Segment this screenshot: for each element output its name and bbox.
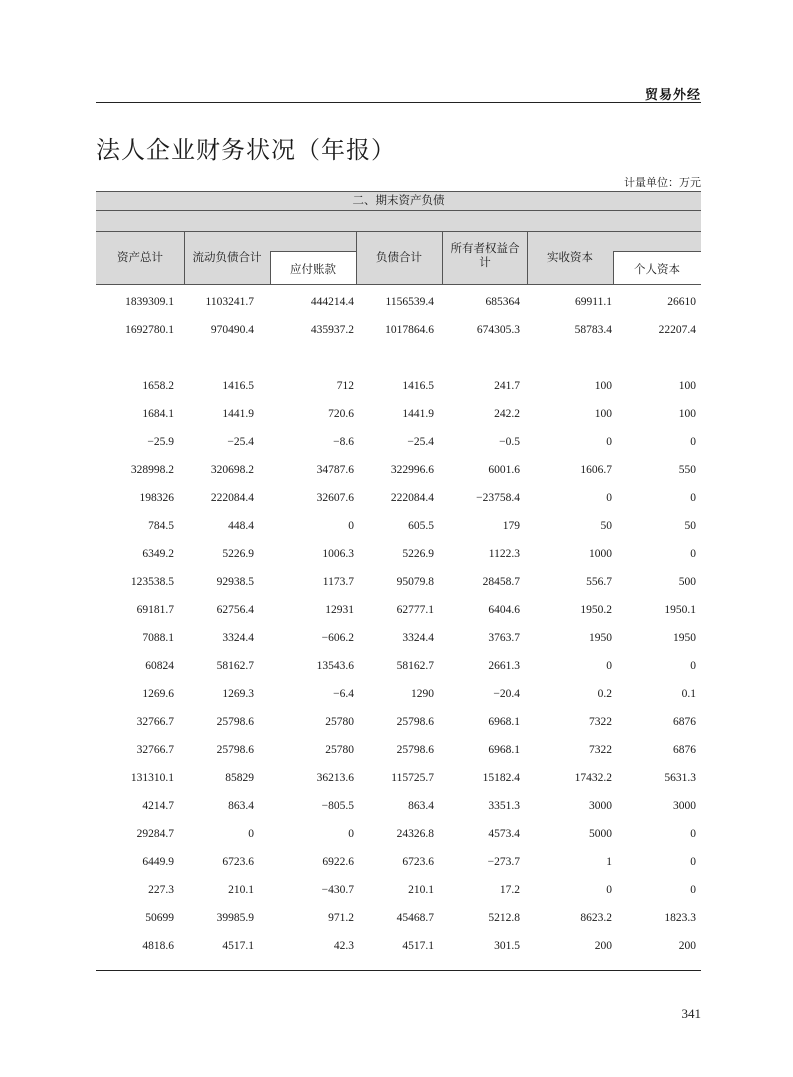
header-sub-line-2	[613, 251, 701, 252]
table-cell: 241.7	[494, 380, 520, 392]
table-cell: 3763.7	[488, 632, 520, 644]
top-rule	[96, 102, 701, 103]
table-cell: 6001.6	[488, 464, 520, 476]
table-cell: 712	[336, 380, 354, 392]
header-current-liabilities: 流动负债合计	[192, 250, 262, 264]
table-cell: 6349.2	[142, 548, 174, 560]
table-cell: −805.5	[321, 800, 354, 812]
table-row	[96, 912, 701, 932]
table-cell: 1156539.4	[385, 296, 434, 308]
table-row	[96, 660, 701, 680]
table-cell: 6723.6	[222, 856, 254, 868]
table-cell: −23758.4	[476, 492, 520, 504]
table-cell: 720.6	[328, 408, 354, 420]
table-cell: 17432.2	[574, 772, 612, 784]
table-row	[96, 380, 701, 400]
table-cell: 320698.2	[210, 464, 254, 476]
table-cell: 1658.2	[142, 380, 174, 392]
page-number: 341	[681, 1006, 701, 1021]
table-cell: 25780	[325, 716, 354, 728]
table-cell: 322996.6	[390, 464, 434, 476]
table-cell: 22207.4	[658, 324, 696, 336]
table-row	[96, 772, 701, 792]
header-mid-line	[96, 231, 701, 232]
table-cell: −25.4	[407, 436, 434, 448]
table-cell: −25.9	[147, 436, 174, 448]
table-cell: 5212.8	[488, 912, 520, 924]
table-cell: 42.3	[333, 940, 354, 952]
table-cell: 62756.4	[216, 604, 254, 616]
table-cell: 179	[502, 520, 520, 532]
table-cell: 1416.5	[402, 380, 434, 392]
table-row	[96, 800, 701, 820]
table-cell: 0.2	[597, 688, 612, 700]
table-cell: 85829	[225, 772, 254, 784]
table-cell: −8.6	[333, 436, 354, 448]
table-cell: 6723.6	[402, 856, 434, 868]
page-title: 法人企业财务状况（年报）	[96, 136, 396, 164]
table-cell: −0.5	[499, 436, 520, 448]
table-cell: 3324.4	[402, 632, 434, 644]
table-cell: 92938.5	[216, 576, 254, 588]
table-cell: 200	[594, 940, 612, 952]
table-cell: 13543.6	[316, 660, 354, 672]
table-cell: 1103241.7	[205, 296, 254, 308]
table-cell: 32766.7	[136, 716, 174, 728]
table-cell: 100	[678, 380, 696, 392]
table-cell: 0	[606, 436, 612, 448]
table-cell: 5226.9	[402, 548, 434, 560]
table-cell: 1950	[673, 632, 696, 644]
table-cell: 39985.9	[216, 912, 254, 924]
table-cell: 0	[606, 492, 612, 504]
table-cell: 7322	[589, 744, 612, 756]
table-cell: 198326	[139, 492, 174, 504]
table-cell: 24326.8	[396, 828, 434, 840]
table-cell: 115725.7	[391, 772, 434, 784]
table-cell: 36213.6	[316, 772, 354, 784]
table-cell: 1950	[589, 632, 612, 644]
table-cell: 210.1	[408, 884, 434, 896]
table-row	[96, 828, 701, 848]
table-cell: 1290	[411, 688, 434, 700]
table-cell: 222084.4	[390, 492, 434, 504]
header-owners-equity: 所有者权益合计	[450, 241, 520, 269]
table-cell: 6922.6	[322, 856, 354, 868]
table-cell: 971.2	[328, 912, 354, 924]
table-cell: 685364	[485, 296, 520, 308]
table-row	[96, 520, 701, 540]
table-cell: 1173.7	[322, 576, 354, 588]
table-cell: 32607.6	[316, 492, 354, 504]
table-cell: 4517.1	[402, 940, 434, 952]
table-cell: 131310.1	[130, 772, 174, 784]
table-cell: 100	[594, 408, 612, 420]
table-cell: 17.2	[499, 884, 520, 896]
table-cell: 0	[690, 492, 696, 504]
table-cell: 500	[678, 576, 696, 588]
table-cell: 448.4	[228, 520, 254, 532]
table-cell: 3324.4	[222, 632, 254, 644]
table-cell: 1269.6	[142, 688, 174, 700]
table-cell: 2661.3	[488, 660, 520, 672]
table-cell: 60824	[145, 660, 174, 672]
table-row	[96, 324, 701, 344]
table-cell: 69181.7	[136, 604, 174, 616]
header-paid-in-capital: 实收资本	[547, 250, 593, 264]
table-row	[96, 744, 701, 764]
table-cell: 0	[690, 660, 696, 672]
table-cell: 674305.3	[476, 324, 520, 336]
table-cell: 25798.6	[396, 716, 434, 728]
table-row	[96, 940, 701, 960]
table-cell: 1839309.1	[125, 296, 174, 308]
table-cell: 1000	[589, 548, 612, 560]
table-row	[96, 884, 701, 904]
table-cell: 6404.6	[488, 604, 520, 616]
table-cell: 0	[606, 660, 612, 672]
table-cell: 1684.1	[142, 408, 174, 420]
table-cell: 100	[594, 380, 612, 392]
table-cell: 5000	[589, 828, 612, 840]
unit-note: 计量单位：万元	[624, 176, 701, 189]
table-cell: 1950.1	[664, 604, 696, 616]
table-cell: 6876	[673, 744, 696, 756]
table-cell: 58162.7	[396, 660, 434, 672]
header-accounts-payable: 应付账款	[290, 262, 336, 276]
table-cell: 1017864.6	[385, 324, 434, 336]
group-header: 二、期末资产负债	[352, 193, 445, 207]
header-total-assets: 资产总计	[117, 250, 163, 264]
table-cell: 4517.1	[222, 940, 254, 952]
table-cell: 25798.6	[216, 744, 254, 756]
table-cell: 328998.2	[130, 464, 174, 476]
table-cell: 0	[348, 828, 354, 840]
table-cell: 50	[600, 520, 612, 532]
table-header	[96, 191, 701, 284]
table-cell: 0	[606, 884, 612, 896]
table-row	[96, 464, 701, 484]
table-cell: 58162.7	[216, 660, 254, 672]
table-cell: −25.4	[227, 436, 254, 448]
table-cell: 1269.3	[222, 688, 254, 700]
table-cell: 6876	[673, 716, 696, 728]
table-cell: 15182.4	[482, 772, 520, 784]
table-cell: 1823.3	[664, 912, 696, 924]
table-cell: 784.5	[148, 520, 174, 532]
table-cell: 970490.4	[210, 324, 254, 336]
table-cell: 6968.1	[488, 716, 520, 728]
table-cell: 29284.7	[136, 828, 174, 840]
table-cell: 1	[606, 856, 612, 868]
table-cell: 3000	[589, 800, 612, 812]
table-cell: 4214.7	[142, 800, 174, 812]
table-cell: 0	[248, 828, 254, 840]
table-cell: 200	[678, 940, 696, 952]
table-row	[96, 296, 701, 316]
table-row	[96, 632, 701, 652]
table-row	[96, 716, 701, 736]
table-cell: 62777.1	[396, 604, 434, 616]
table-cell: −606.2	[321, 632, 354, 644]
table-cell: 1950.2	[580, 604, 612, 616]
header-personal-capital: 个人资本	[634, 262, 680, 276]
table-cell: 1441.9	[402, 408, 434, 420]
table-cell: 0.1	[681, 688, 696, 700]
table-row	[96, 604, 701, 624]
table-cell: 69911.1	[575, 296, 612, 308]
table-cell: 0	[690, 548, 696, 560]
table-cell: 5631.3	[664, 772, 696, 784]
table-cell: 32766.7	[136, 744, 174, 756]
table-cell: 25780	[325, 744, 354, 756]
table-cell: 0	[690, 828, 696, 840]
section-header	[96, 84, 701, 102]
header-sub-line-1	[270, 251, 356, 252]
table-cell: 45468.7	[396, 912, 434, 924]
table-row	[96, 408, 701, 428]
table-cell: 58783.4	[574, 324, 612, 336]
table-cell: 550	[678, 464, 696, 476]
table-cell: 0	[690, 436, 696, 448]
table-row	[96, 492, 701, 512]
section-title: 贸易外经	[644, 88, 701, 103]
table-cell: 1692780.1	[125, 324, 174, 336]
table-cell: 556.7	[586, 576, 612, 588]
table-cell: 7088.1	[142, 632, 174, 644]
table-cell: 25798.6	[216, 716, 254, 728]
table-cell: −273.7	[487, 856, 520, 868]
table-cell: 123538.5	[130, 576, 174, 588]
table-cell: 34787.6	[316, 464, 354, 476]
header-group-line	[96, 210, 701, 211]
table-cell: 1006.3	[322, 548, 354, 560]
table-cell: 3000	[673, 800, 696, 812]
table-cell: 3351.3	[488, 800, 520, 812]
table-row	[96, 436, 701, 456]
table-cell: 242.2	[494, 408, 520, 420]
table-cell: 0	[690, 884, 696, 896]
table-cell: 0	[690, 856, 696, 868]
table-cell: 50699	[145, 912, 174, 924]
table-cell: 25798.6	[396, 744, 434, 756]
table-cell: 6449.9	[142, 856, 174, 868]
table-cell: 50	[684, 520, 696, 532]
table-cell: 7322	[589, 716, 612, 728]
table-cell: 6968.1	[488, 744, 520, 756]
table-cell: 0	[348, 520, 354, 532]
table-cell: 1606.7	[580, 464, 612, 476]
header-bottom-line	[96, 284, 701, 285]
table-cell: 863.4	[228, 800, 254, 812]
table-cell: 227.3	[148, 884, 174, 896]
table-cell: 222084.4	[210, 492, 254, 504]
header-total-liabilities: 负债合计	[376, 250, 422, 264]
table-cell: −430.7	[321, 884, 354, 896]
table-row	[96, 576, 701, 596]
table-row	[96, 688, 701, 708]
table-cell: 1416.5	[222, 380, 254, 392]
table-cell: 100	[678, 408, 696, 420]
table-cell: 863.4	[408, 800, 434, 812]
table-cell: 4573.4	[488, 828, 520, 840]
table-cell: 28458.7	[482, 576, 520, 588]
table-cell: 4818.6	[142, 940, 174, 952]
table-cell: 95079.8	[396, 576, 434, 588]
table-cell: 210.1	[228, 884, 254, 896]
table-cell: 1441.9	[222, 408, 254, 420]
table-cell: 8623.2	[580, 912, 612, 924]
table-cell: 444214.4	[310, 296, 354, 308]
bottom-rule	[96, 970, 701, 971]
table-row	[96, 548, 701, 568]
table-cell: 301.5	[494, 940, 520, 952]
header-top-line	[96, 191, 701, 192]
table-cell: 605.5	[408, 520, 434, 532]
col-divider-4	[442, 231, 443, 284]
table-cell: 1122.3	[488, 548, 520, 560]
table-cell: 26610	[667, 296, 696, 308]
table-cell: 5226.9	[222, 548, 254, 560]
table-cell: 12931	[325, 604, 354, 616]
table-cell: −6.4	[333, 688, 354, 700]
table-cell: 435937.2	[310, 324, 354, 336]
table-row	[96, 856, 701, 876]
table-cell: −20.4	[493, 688, 520, 700]
